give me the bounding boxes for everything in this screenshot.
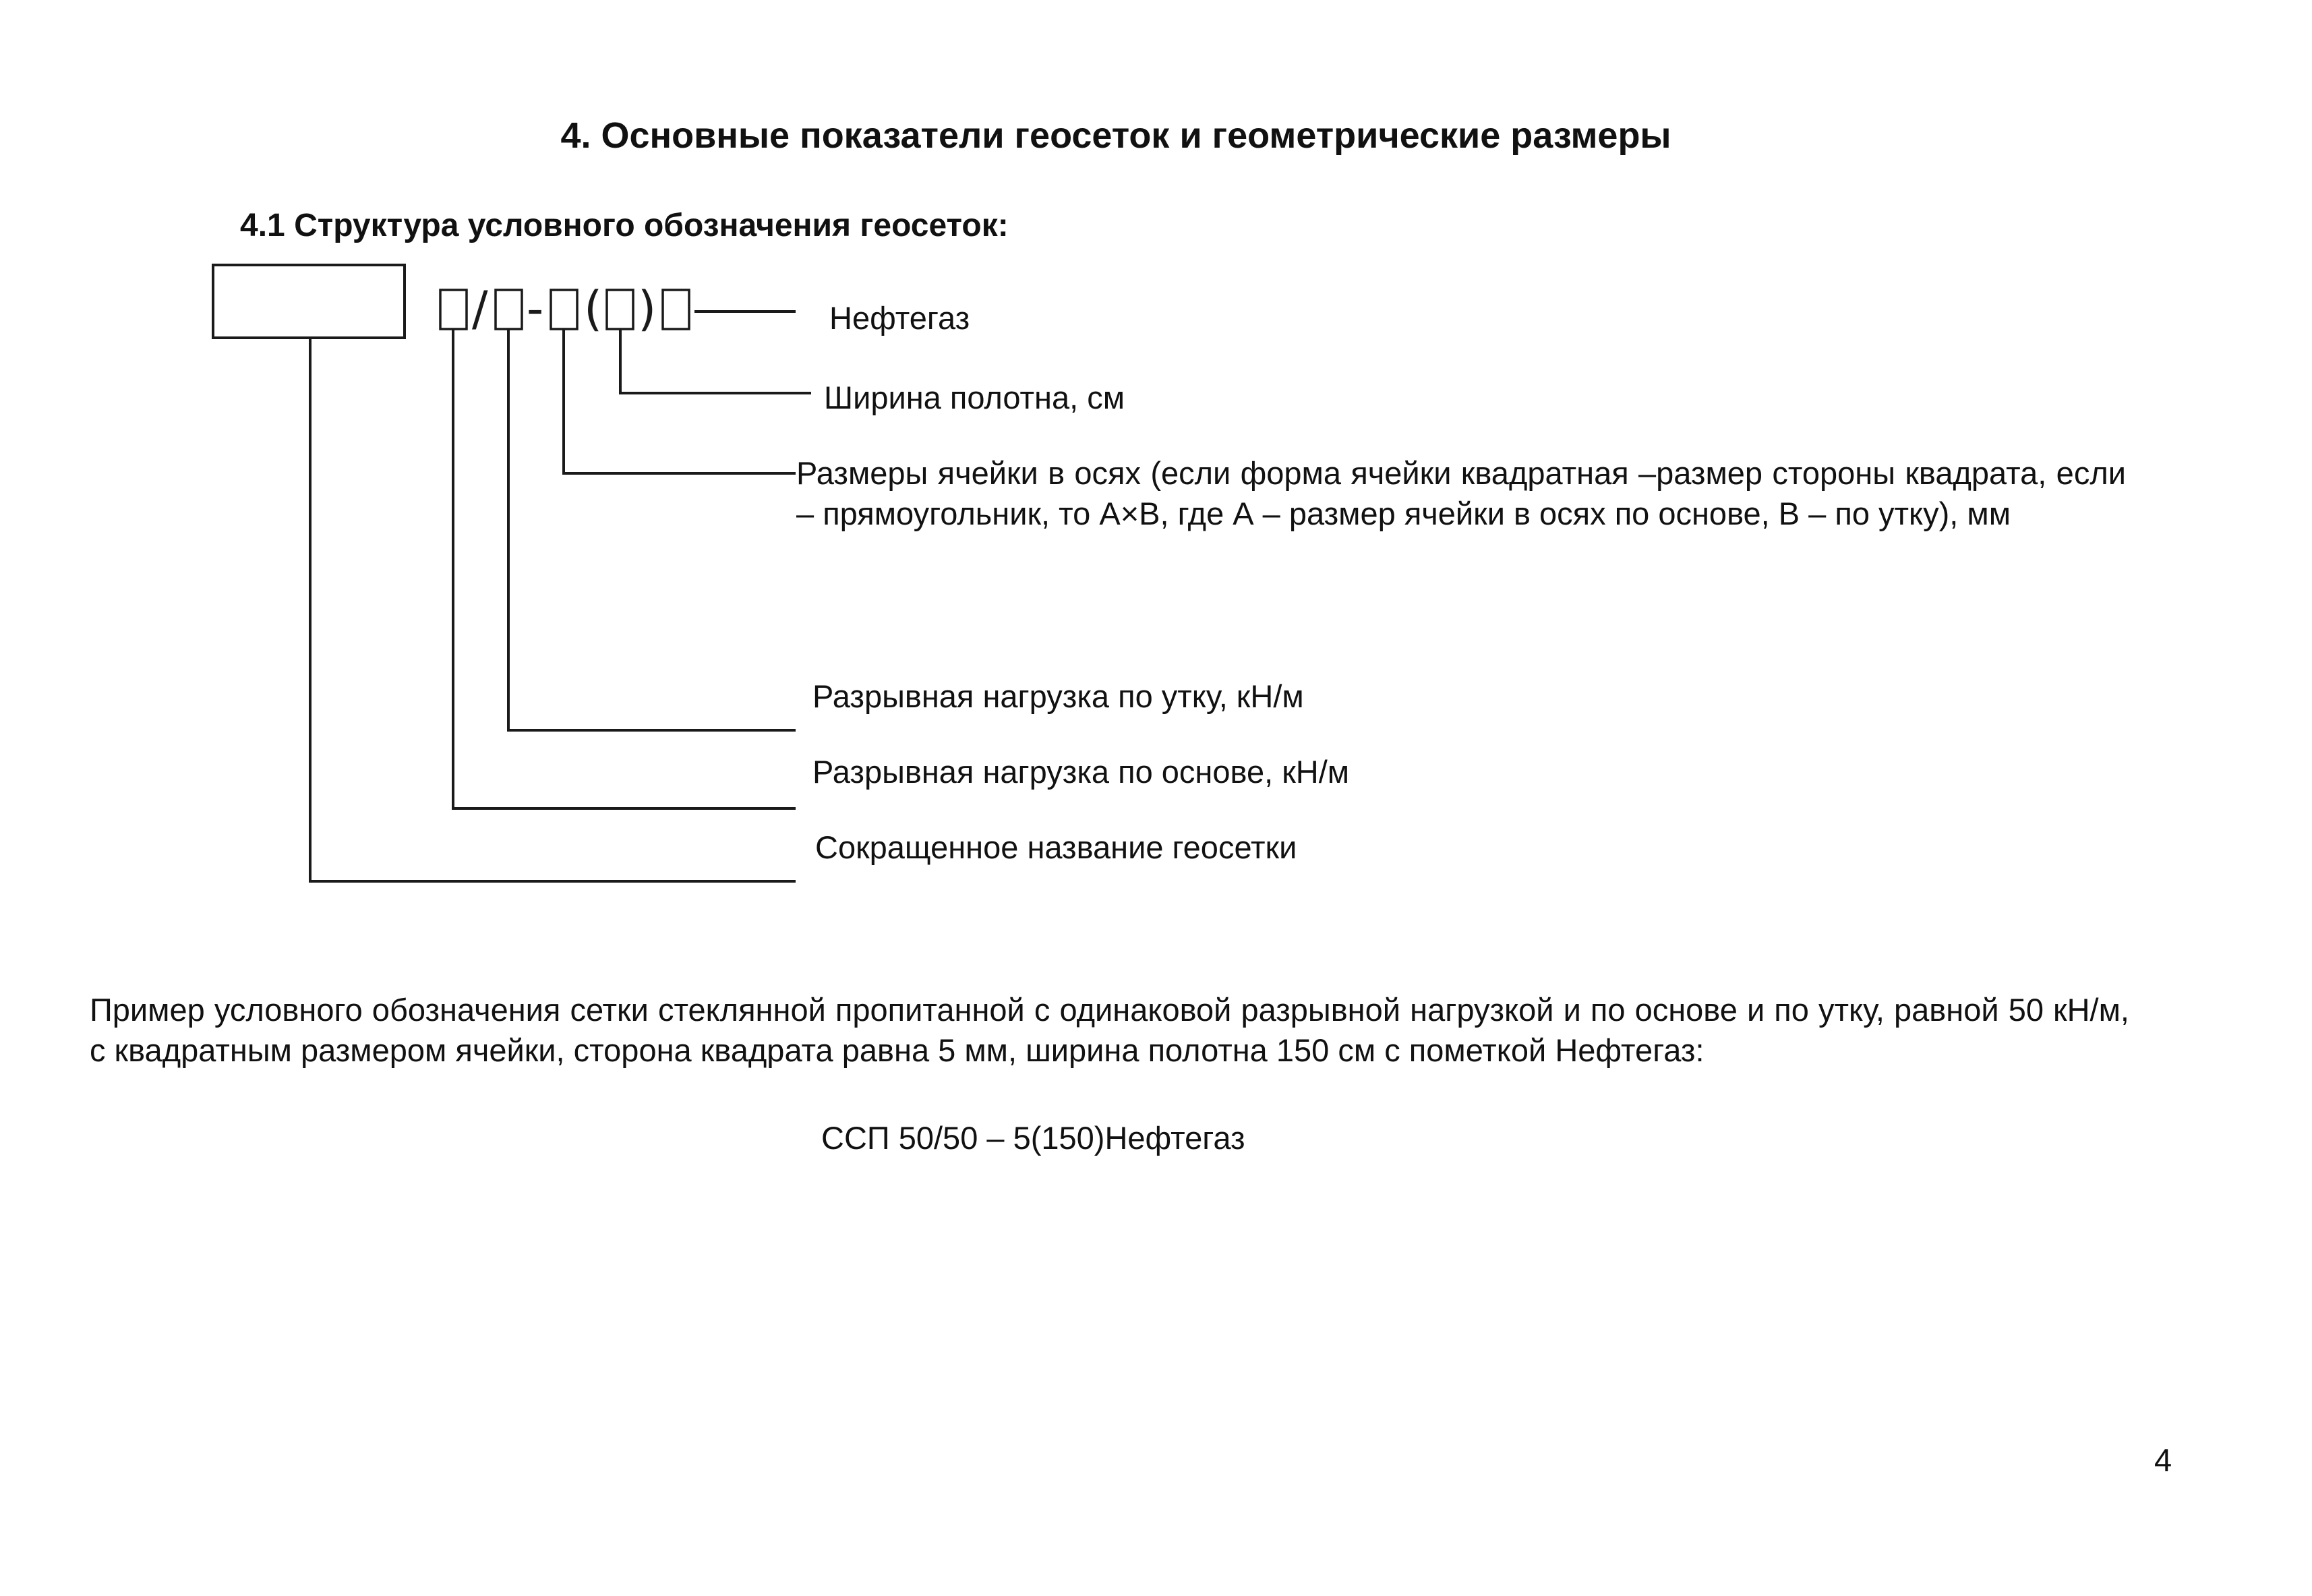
placeholder-width — [607, 290, 633, 329]
label-cell-size: Размеры ячейки в осях (если форма ячейки квадратная –размер стороны квадрата, если – прямоугольник, то А×В, где А – размер ячейки в осях по основе, В – по утку), мм — [796, 455, 2126, 531]
label-width: Ширина полотна, см — [824, 380, 1125, 415]
label-load-weft: Разрывная нагрузка по утку, кН/м — [812, 678, 1304, 714]
leader-short-name — [310, 338, 796, 881]
placeholder-suffix — [663, 290, 689, 329]
label-suffix: Нефтегаз — [829, 300, 970, 336]
leader-width — [620, 329, 811, 393]
example-paragraph: Пример условного обозначения сетки стеклянной пропитанной с одинаковой разрывной нагрузкой и по основе и по утку, равной 50 кН/м, с квадратным размером ячейки, сторона квадрата равна 5 мм, ширина полотна 150 см с пометкой Нефтегаз: — [90, 992, 2129, 1068]
dash-separator: - — [527, 281, 544, 336]
leader-load-weft — [508, 329, 796, 730]
slash-separator: / — [472, 281, 488, 336]
close-paren: ) — [638, 281, 657, 336]
example-designation: ССП 50/50 – 5(150)Нефтегаз — [821, 1120, 1245, 1156]
leader-cell-size — [564, 329, 796, 473]
short-name-box — [213, 265, 405, 338]
label-load-warp: Разрывная нагрузка по основе, кН/м — [812, 754, 1350, 790]
placeholder-weft-load — [496, 290, 522, 329]
leader-load-warp — [453, 329, 796, 808]
page-number: 4 — [2154, 1442, 2172, 1478]
section-heading: 4. Основные показатели геосеток и геометрические размеры — [560, 115, 1671, 156]
label-short-name: Сокращенное название геосетки — [815, 829, 1297, 865]
placeholder-warp-load — [440, 290, 467, 329]
open-paren: ( — [584, 281, 603, 336]
placeholder-cell-size — [551, 290, 577, 329]
subsection-heading: 4.1 Структура условного обозначения геосеток: — [240, 208, 1009, 243]
